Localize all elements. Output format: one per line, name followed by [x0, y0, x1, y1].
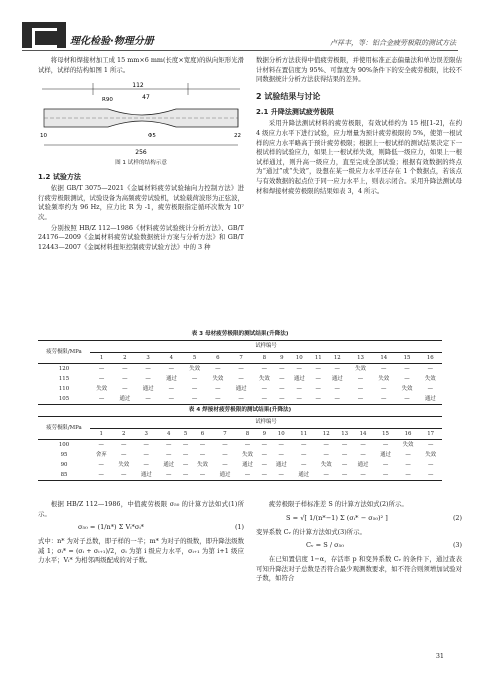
table-cell: — — [404, 375, 410, 382]
table-cell: — — [90, 470, 113, 481]
table-row — [38, 470, 442, 481]
equation-number: (3) — [452, 541, 462, 550]
row-label: 105 — [38, 394, 90, 405]
paragraph: 依据 GB/T 3075—2021《金属材料疲劳试验轴向力控制方法》进行疲劳极限测试，试验设备为高频疲劳试验机，试验载荷波形为正弦波，试验频率约为 96 Hz，应力比 R 为 -1，疲劳极限指定循环次数为 10⁷ 次。 — [38, 184, 244, 221]
row-label: 115 — [58, 375, 70, 382]
section-heading: 2 试验结果与讨论 — [256, 91, 321, 101]
table-group-header: 试样编号 — [90, 417, 442, 428]
table-cell: — — [238, 375, 244, 382]
table-cell: — — [158, 470, 181, 481]
table-cell: — — [397, 470, 420, 481]
table-cell: — — [182, 461, 189, 468]
table-column-header: 5 — [183, 352, 206, 363]
dimension-label: 112 — [132, 82, 144, 90]
table-cell: — — [230, 394, 253, 405]
table-cell: — — [381, 365, 387, 372]
table-cell: — — [311, 394, 326, 405]
table-column-header: 4 — [160, 352, 183, 363]
table-cell: — — [315, 385, 321, 392]
table-cell: — — [315, 470, 338, 481]
table-column-header: 4 — [158, 428, 181, 439]
table-cell: — — [143, 441, 149, 448]
table-row — [38, 374, 442, 384]
row-label: 85 — [38, 470, 90, 481]
page-header — [0, 0, 480, 52]
table-column-header: 9 — [259, 428, 270, 439]
paragraph: 数据分析方法获得中值疲劳极限，并使用标准正态偏量法和单边误差限估计材料在置信度为 95%、可靠度为 90%条件下的安全疲劳极限，比较不同数据统计分析方法获得结果的差异。 — [256, 56, 462, 84]
table-cell: 通过 — [235, 385, 247, 392]
table-cell: — — [381, 385, 387, 392]
table-cell: 失效 — [355, 365, 366, 372]
table-cell: 失效 — [212, 375, 224, 382]
paragraph: 分别按照 HB/Z 112—1986《材料疲劳试验统计分析方法》、GB/T 24176—2009《金属材料疲劳试验数据统计方案与分析方法》和 GB/T 12443—2007《金属材料扭矩控制疲劳试验方法》中的 3 种 — [38, 223, 244, 251]
table-column-header: 14 — [352, 428, 375, 439]
table-cell: — — [261, 365, 268, 372]
table-caption: 表 4 焊接材疲劳极限的测试结果(升降法) — [188, 407, 292, 413]
table-cell: — — [315, 375, 321, 382]
table-cell: — — [166, 441, 172, 448]
table-cell: — — [137, 394, 160, 405]
table-column-header: 13 — [337, 428, 351, 439]
table-cell: — — [199, 451, 206, 458]
results-table — [38, 340, 442, 405]
right-column — [256, 56, 462, 197]
row-label: 110 — [58, 385, 70, 392]
table-cell: — — [244, 441, 251, 448]
table-cell: — — [427, 365, 433, 372]
specimen-drawing — [38, 79, 244, 157]
table-row — [38, 450, 442, 460]
left-column — [38, 56, 244, 253]
table-cell: — — [145, 365, 151, 372]
table-cell: — — [278, 451, 284, 458]
table-column-header: 14 — [372, 352, 395, 363]
table-row — [38, 363, 442, 374]
table-cell: — — [334, 385, 340, 392]
table-cell: — — [253, 394, 276, 405]
equation-1 — [38, 523, 244, 533]
table-cell: 通过 — [275, 461, 287, 468]
table-cell: — — [301, 451, 307, 458]
table-column-header: 1 — [90, 428, 113, 439]
table-row — [38, 384, 442, 394]
table-cell: — — [90, 394, 113, 405]
results-table — [38, 416, 442, 481]
table-cell: — — [357, 385, 364, 392]
table-cell: — — [301, 461, 307, 468]
table-cell: — — [168, 365, 175, 372]
table-cell: — — [215, 385, 221, 392]
table-cell: 失效 — [424, 375, 436, 382]
table-cell: — — [427, 441, 434, 448]
table-cell: — — [113, 470, 136, 481]
table-cell: 通过 — [165, 375, 177, 382]
table-cell: — — [222, 451, 228, 458]
row-label: 95 — [60, 451, 68, 458]
table-cell: 通过 — [135, 470, 158, 481]
row-label: 90 — [60, 461, 68, 468]
table-column-header: 2 — [113, 428, 136, 439]
table-cell: — — [238, 365, 244, 372]
table-column-header: 7 — [230, 352, 253, 363]
table-cell: — — [360, 441, 366, 448]
paragraph: 将母材和焊接材加工成 15 mm×6 mm(长度×宽度)的纵向矩形光滑试样，试样的结构如图 1 所示。 — [38, 56, 244, 74]
table-column-header: 13 — [349, 352, 372, 363]
table-cell: — — [191, 375, 198, 382]
table-cell: — — [259, 470, 270, 481]
paragraph: 在已知置信度 1−α，存活率 p 和变异系数 Cᵥ 的条件下，通过查表可知升降法对子总数是否符合最少观测数要求，如不符合则须增加试验对子数，如符合 — [256, 555, 462, 583]
bottom-left-column — [38, 500, 244, 567]
table-cell: 失效 — [401, 385, 413, 392]
table-cell: — — [405, 451, 411, 458]
row-label: 120 — [58, 365, 70, 372]
table-cell: — — [341, 441, 348, 448]
table-column-header: 16 — [419, 352, 442, 363]
table-cell: — — [191, 385, 198, 392]
table-column-header: 12 — [326, 352, 349, 363]
table-cell: — — [121, 451, 127, 458]
table-cell: — — [382, 461, 389, 468]
row-label: 100 — [58, 441, 70, 448]
table-column-header: 3 — [135, 428, 158, 439]
table-cell: — — [270, 470, 293, 481]
table-cell: — — [98, 365, 105, 372]
table-column-header: 6 — [206, 352, 229, 363]
table-group-header: 试样编号 — [90, 341, 442, 352]
table-cell: — — [98, 441, 104, 448]
paragraph: 根据 HB/Z 112—1986，中值疲劳极限 σ₅₀ 的计算方法如式(1)所示。 — [38, 500, 244, 518]
equation-text: σ₅₀ = (1/n*) Σ Vᵢ*σᵢ* — [78, 523, 144, 532]
table-row — [38, 439, 442, 450]
table-column-header: 9 — [276, 352, 288, 363]
table-cell: 失效 — [320, 461, 332, 468]
equation-text: Cᵥ = S / σ₅₀ — [306, 541, 344, 550]
table-cell: — — [341, 451, 348, 458]
table-cell: — — [160, 394, 183, 405]
table-cell: — — [279, 375, 285, 382]
table-cell: — — [199, 441, 206, 448]
table-cell: — — [323, 441, 329, 448]
table-cell: — — [182, 451, 189, 458]
table-cell: — — [121, 441, 127, 448]
specimen-figure — [38, 79, 244, 157]
table-cell: — — [278, 441, 284, 448]
table-cell: — — [182, 441, 189, 448]
table-cell: — — [261, 441, 268, 448]
table-cell: — — [261, 385, 268, 392]
table-cell: — — [296, 365, 302, 372]
figure-caption: 图 1 试样的结构示意 — [115, 160, 167, 167]
table-cell: — — [166, 451, 172, 458]
table-cell: 通过 — [357, 461, 369, 468]
journal-title: 理化检验·物理分册 — [70, 36, 154, 47]
table-cell: — — [405, 461, 411, 468]
table-row — [38, 394, 442, 405]
table-cell: — — [349, 394, 372, 405]
table-column-header: 11 — [292, 428, 315, 439]
table-column-header: 1 — [90, 352, 113, 363]
journal-logo-icon — [22, 22, 66, 48]
table-cell: — — [222, 461, 228, 468]
table-cell: — — [427, 461, 434, 468]
table-cell: — — [261, 451, 268, 458]
table-column-header: 3 — [137, 352, 160, 363]
paragraph: 式中：n* 为对子总数，即子样的一半；m* 为对子的级数，即升降法级数减 1；σᵢ* = (σᵢ + σᵢ₊₁)/2，σᵢ 为第 i 级应力水平，σᵢ₊₁ 为第 i+1 级应力水平；Vᵢ* 为相邻两级配成的对子数。 — [38, 537, 244, 565]
table-cell: — — [215, 365, 221, 372]
table-cell: 通过 — [419, 394, 442, 405]
equation-number: (2) — [452, 513, 462, 522]
header-divider — [22, 50, 458, 51]
table-column-header: 8 — [236, 428, 259, 439]
table-cell: — — [315, 365, 321, 372]
table-cell: 通过 — [293, 375, 305, 382]
table-cell: 通过 — [292, 470, 315, 481]
table-column-header: 7 — [214, 428, 237, 439]
table-cell: — — [222, 441, 228, 448]
table-cell: 失效 — [402, 441, 414, 448]
table-cell: — — [323, 451, 329, 458]
equation-2 — [256, 514, 462, 524]
table-cell: — — [143, 451, 149, 458]
page-number: 31 — [435, 652, 444, 660]
table-cell: 通过 — [242, 461, 253, 468]
table-cell: — — [419, 470, 442, 481]
table-cell: — — [261, 461, 268, 468]
table-cell: 失效 — [118, 461, 130, 468]
table-caption: 表 3 母材疲劳极限的测试结果(升降法) — [191, 331, 289, 337]
table-cell: 失效 — [242, 451, 253, 458]
table-column-header: 8 — [253, 352, 276, 363]
table-cell: 失效 — [425, 451, 437, 458]
table-cell: — — [372, 394, 395, 405]
table-cell: 通过 — [142, 385, 154, 392]
table-3 — [38, 330, 442, 405]
table-column-header: 6 — [191, 428, 214, 439]
table-cell: — — [288, 394, 311, 405]
table-cell: — — [143, 461, 149, 468]
table-cell: 失效 — [189, 365, 201, 372]
table-cell: — — [352, 470, 375, 481]
table-cell: — — [206, 394, 229, 405]
table-cell: — — [357, 375, 364, 382]
table-row — [38, 460, 442, 470]
equation-text: S = √[ 1/(n*−1) Σ (σᵢ* − σ₅₀)² ] — [286, 513, 388, 522]
paragraph: 变异系数 Cᵥ 的计算方法如式(3)所示。 — [256, 527, 366, 536]
table-cell: — — [360, 451, 366, 458]
table-4 — [38, 406, 442, 481]
table-cell: — — [98, 461, 104, 468]
table-cell: 失效 — [258, 375, 270, 382]
table-cell: — — [279, 365, 285, 372]
dimension-label: 47 — [142, 94, 150, 102]
table-cell: — — [191, 470, 214, 481]
table-cell: 通过 — [113, 394, 136, 405]
table-cell: — — [395, 394, 418, 405]
bottom-right-column — [256, 500, 462, 585]
table-cell: — — [326, 394, 349, 405]
table-column-header: 5 — [180, 428, 191, 439]
table-cell: — — [122, 375, 128, 382]
table-cell: — — [98, 375, 105, 382]
table-column-header: 10 — [288, 352, 311, 363]
table-column-header: 15 — [395, 352, 418, 363]
table-corner-header: 疲劳极限/MPa — [38, 417, 90, 439]
table-cell: — — [382, 441, 389, 448]
table-cell: — — [183, 394, 206, 405]
table-cell: — — [180, 470, 191, 481]
table-cell: — — [122, 385, 128, 392]
dimension-label: R90 — [102, 97, 113, 104]
table-cell: 通过 — [214, 470, 237, 481]
table-column-header: 10 — [270, 428, 293, 439]
table-column-header: 15 — [374, 428, 397, 439]
table-cell: 舍弃 — [95, 451, 107, 458]
running-title: 卢祥丰，等：铝合金疲劳极限的测试方法 — [330, 39, 456, 47]
table-cell: 通过 — [331, 375, 343, 382]
section-heading: 1.2 试验方法 — [38, 172, 81, 181]
table-column-header: 11 — [311, 352, 326, 363]
table-cell: — — [236, 470, 259, 481]
table-cell: 通过 — [163, 461, 175, 468]
table-column-header: 12 — [315, 428, 338, 439]
table-cell: — — [296, 385, 302, 392]
table-cell: — — [145, 375, 151, 382]
table-cell: 失效 — [197, 461, 208, 468]
table-cell: — — [168, 385, 175, 392]
paragraph: 采用升降法测试材料的疲劳极限，有效试样约为 15 根[1-2]，在约 4 级应力水平下进行试验，应力增量为预计疲劳极限的 5%，使第一根试样的应力水平略高于预计疲劳极限；根据上一根试样的测试结果决定下一根试样的试验应力，如果上一根试样失效，则降低一级应力，如果上一根试样通过，则升高一级应力，直至完成全部试验；根据有效数据的终点为“通过”或“失效”，设想在某一级应力水平还存在 1 个数据点，若该点与有效数据的起点位于同一应力水平上，则表示闭合。采用升降法测试母材和焊接材疲劳极限的结果如表 3，4 所示。 — [256, 119, 462, 195]
dimension-label: 10 — [40, 133, 47, 140]
table-cell: — — [276, 394, 288, 405]
table-cell: — — [427, 385, 433, 392]
table-cell: — — [122, 365, 128, 372]
paragraph: 疲劳极限子样标准差 S 的计算方法如式(2)所示。 — [268, 500, 408, 508]
table-cell: — — [337, 470, 351, 481]
table-cell: — — [279, 385, 285, 392]
table-cell: — — [341, 461, 348, 468]
dimension-label: 256 — [135, 149, 147, 157]
table-cell: 失效 — [96, 385, 108, 392]
table-cell: 通过 — [380, 451, 391, 458]
table-column-header: 17 — [419, 428, 442, 439]
dimension-label: 22 — [234, 133, 241, 140]
table-column-header: 16 — [397, 428, 420, 439]
equation-number: (1) — [234, 523, 244, 532]
subsection-heading: 2.1 升降法测试疲劳极限 — [256, 107, 334, 116]
equation-3 — [256, 541, 462, 551]
table-cell: — — [374, 470, 397, 481]
table-cell: — — [301, 441, 307, 448]
dimension-label: Φ5 — [148, 133, 156, 140]
table-cell: 失效 — [378, 375, 390, 382]
table-column-header: 2 — [113, 352, 136, 363]
table-corner-header: 疲劳极限/MPa — [38, 341, 90, 363]
table-cell: — — [334, 365, 340, 372]
table-cell: — — [404, 365, 410, 372]
